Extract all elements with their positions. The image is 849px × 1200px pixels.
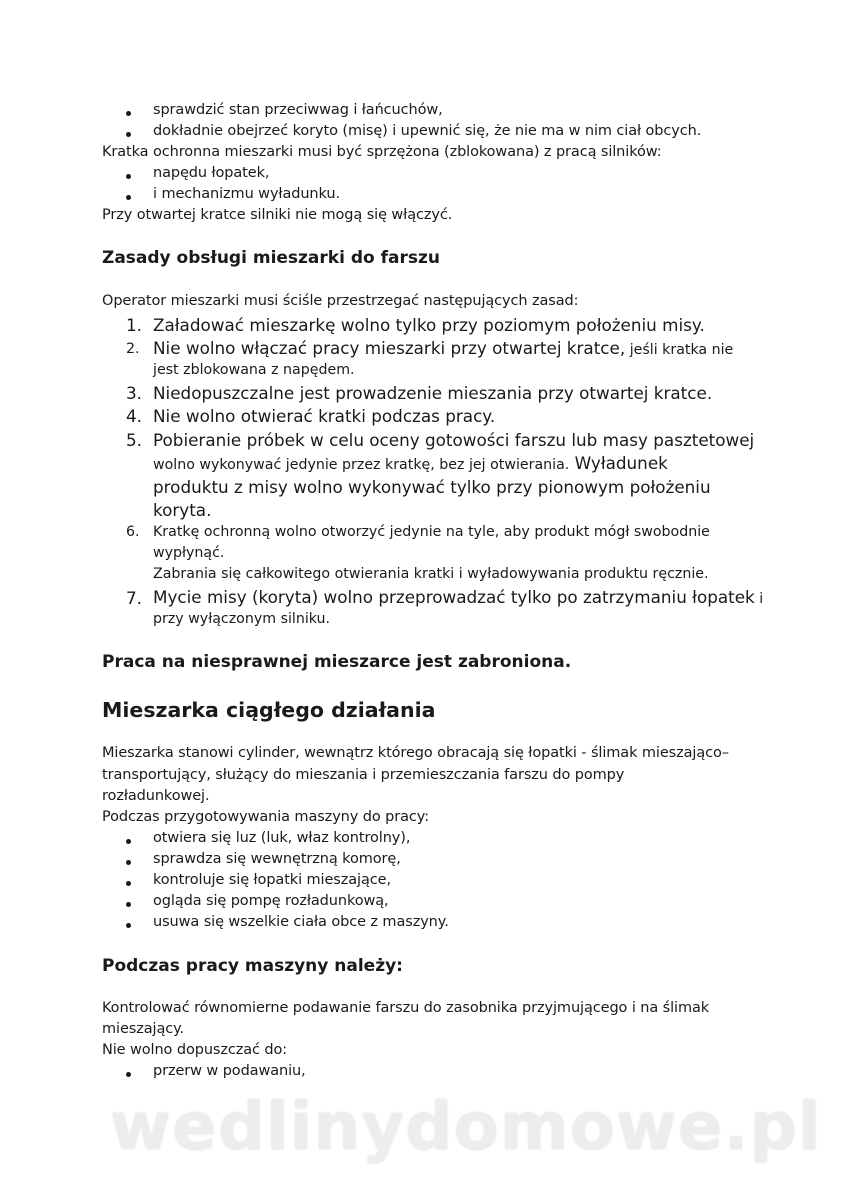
- list-item: usuwa się wszelkie ciała obce z maszyny.: [153, 914, 449, 930]
- list-item: Załadować mieszarkę wolno tylko przy poziomym położeniu misy.: [153, 315, 705, 335]
- list-item: Nie wolno otwierać kratki podczas pracy.: [153, 406, 496, 426]
- paragraph-line: Mieszarka stanowi cylinder, wewnątrz którego obracają się łopatki - ślimak mieszająco–: [102, 745, 729, 761]
- list-number: 2.: [126, 341, 140, 357]
- list-item-text: wolno wykonywać jedynie przez kratkę, bez jej otwierania.: [153, 457, 570, 473]
- paragraph: Podczas przygotowywania maszyny do pracy:: [102, 809, 429, 825]
- list-item: sprawdzić stan przeciwwag i łańcuchów,: [153, 102, 443, 118]
- list-item-text: jeśli kratka nie: [625, 342, 734, 358]
- bullet-marker: [126, 132, 131, 137]
- bullet-marker: [126, 902, 131, 907]
- list-number: 1.: [126, 315, 143, 335]
- list-item: [153, 338, 733, 358]
- list-item-continuation: przy wyłączonym silniku.: [153, 611, 331, 627]
- paragraph-line: mieszający.: [102, 1021, 185, 1037]
- list-item-text: i: [754, 591, 764, 607]
- list-item-text: Mycie misy (koryta) wolno przeprowadzać tylko po zatrzymaniu łopatek: [153, 587, 755, 607]
- list-item-continuation: produktu z misy wolno wykonywać tylko przy pionowym położeniu: [153, 477, 711, 497]
- list-item: i mechanizmu wyładunku.: [153, 186, 340, 202]
- list-number: 6.: [126, 524, 140, 540]
- paragraph-line: rozładunkowej.: [102, 788, 210, 804]
- list-item: kontroluje się łopatki mieszające,: [153, 872, 391, 888]
- watermark: wedlinydomowe.pl: [110, 1088, 822, 1165]
- list-item-text: Wyładunek: [569, 453, 668, 473]
- list-item: przerw w podawaniu,: [153, 1063, 306, 1079]
- list-item: Niedopuszczalne jest prowadzenie mieszania przy otwartej kratce.: [153, 383, 713, 403]
- bullet-marker: [126, 111, 131, 116]
- warning-heading: Praca na niesprawnej mieszarce jest zabroniona.: [102, 652, 572, 672]
- section-heading: Zasady obsługi mieszarki do farszu: [102, 248, 440, 268]
- section-heading: Mieszarka ciągłego działania: [102, 698, 436, 722]
- list-item: [153, 587, 763, 607]
- list-item: Pobieranie próbek w celu oceny gotowości farszu lub masy pasztetowej: [153, 430, 755, 450]
- list-item-continuation: jest zblokowana z napędem.: [153, 362, 355, 378]
- paragraph: Kratka ochronna mieszarki musi być sprzężona (zblokowana) z pracą silników:: [102, 144, 662, 160]
- paragraph: Przy otwartej kratce silniki nie mogą się włączyć.: [102, 207, 453, 223]
- list-item: dokładnie obejrzeć koryto (misę) i upewnić się, że nie ma w nim ciał obcych.: [153, 123, 702, 139]
- list-item: napędu łopatek,: [153, 165, 270, 181]
- list-item: Kratkę ochronną wolno otworzyć jedynie na tyle, aby produkt mógł swobodnie: [153, 524, 710, 540]
- list-item: sprawdza się wewnętrzną komorę,: [153, 851, 401, 867]
- list-number: 4.: [126, 406, 143, 426]
- list-number: 7.: [126, 588, 143, 608]
- bullet-marker: [126, 174, 131, 179]
- bullet-marker: [126, 839, 131, 844]
- list-item-text: Nie wolno włączać pracy mieszarki przy otwartej kratce,: [153, 338, 626, 358]
- bullet-marker: [126, 195, 131, 200]
- list-item-continuation: koryta.: [153, 500, 212, 520]
- list-number: 3.: [126, 383, 143, 403]
- bullet-marker: [126, 923, 131, 928]
- paragraph: Nie wolno dopuszczać do:: [102, 1042, 288, 1058]
- list-item-continuation: [153, 453, 668, 473]
- list-item-continuation: Zabrania się całkowitego otwierania kratki i wyładowywania produktu ręcznie.: [153, 566, 709, 582]
- list-number: 5.: [126, 430, 143, 450]
- list-item: otwiera się luz (luk, właz kontrolny),: [153, 830, 411, 846]
- list-item-continuation: wypłynąć.: [153, 545, 225, 561]
- paragraph-line: transportujący, służący do mieszania i przemieszczania farszu do pompy: [102, 767, 625, 783]
- list-item: ogląda się pompę rozładunkową,: [153, 893, 389, 909]
- bullet-marker: [126, 881, 131, 886]
- paragraph: Operator mieszarki musi ściśle przestrzegać następujących zasad:: [102, 293, 579, 309]
- bullet-marker: [126, 860, 131, 865]
- section-heading: Podczas pracy maszyny należy:: [102, 956, 403, 976]
- paragraph-line: Kontrolować równomierne podawanie farszu do zasobnika przyjmującego i na ślimak: [102, 1000, 710, 1016]
- bullet-marker: [126, 1072, 131, 1077]
